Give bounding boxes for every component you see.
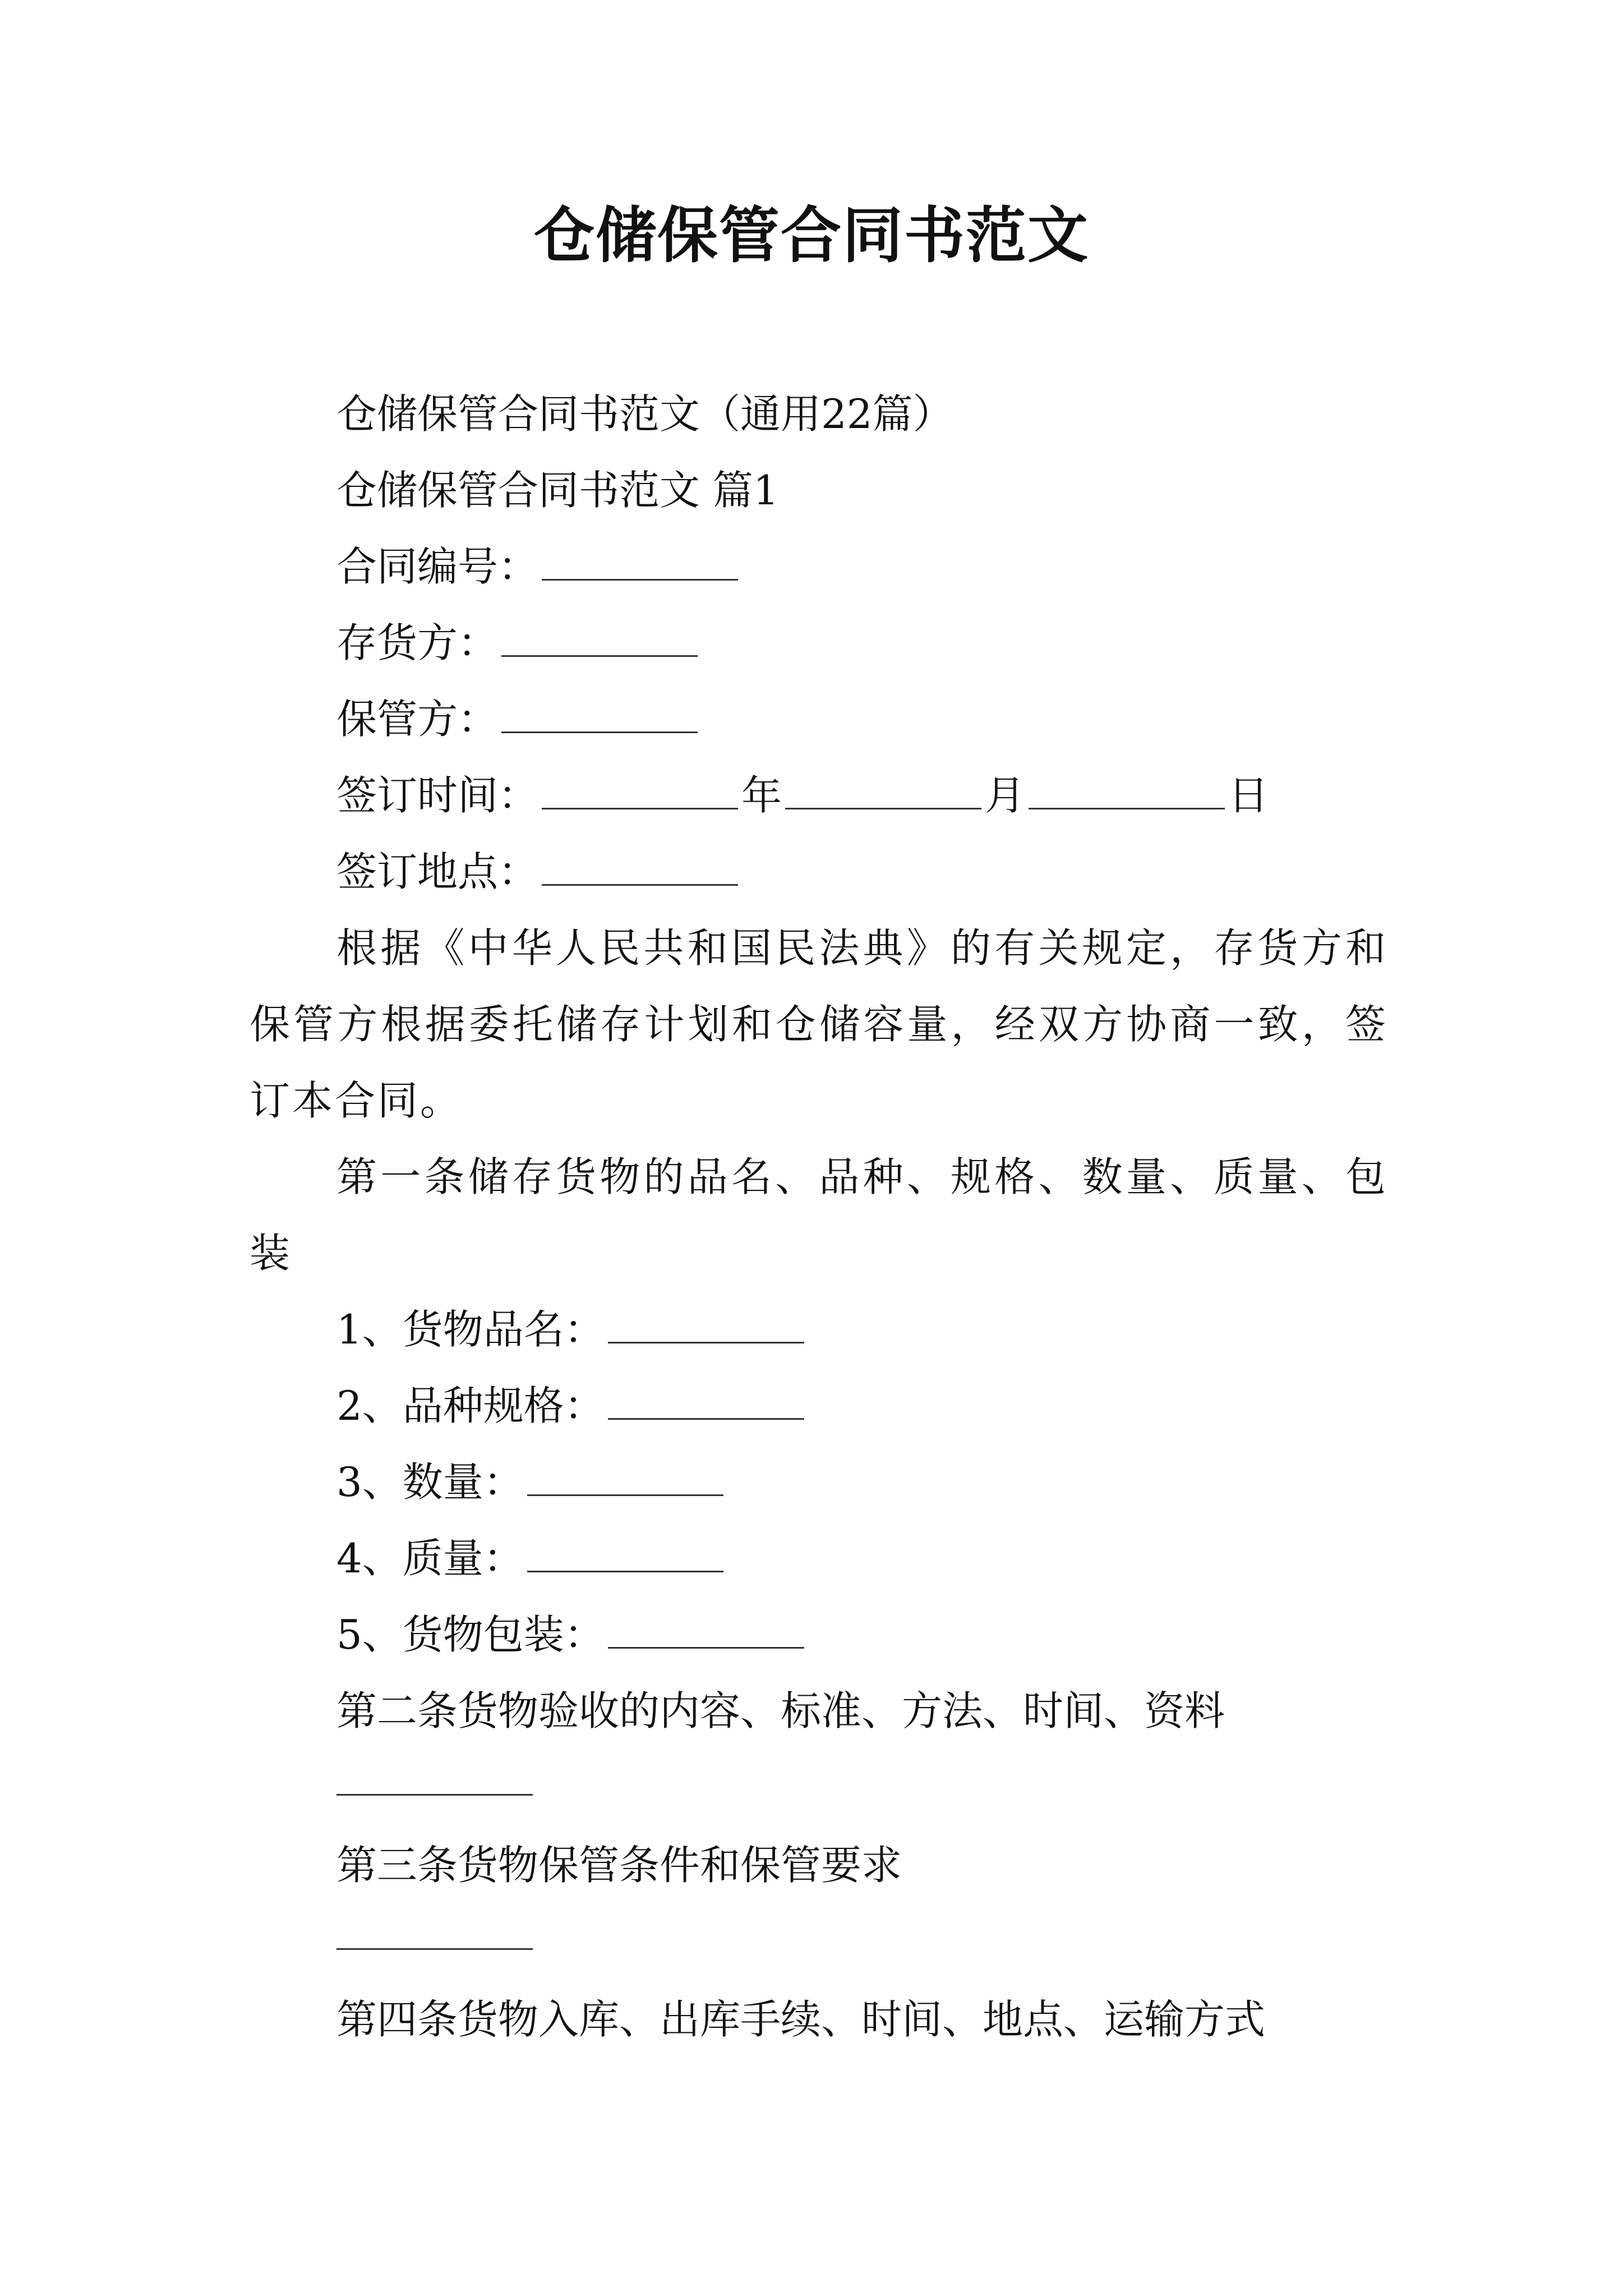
depositor-blank bbox=[501, 616, 698, 657]
article-3-heading: 第三条货物保管条件和保管要求 bbox=[336, 1842, 902, 1889]
day-blank bbox=[1029, 769, 1225, 809]
article-2-blank bbox=[336, 1749, 533, 1796]
depositor-label: 存货方： bbox=[336, 619, 499, 666]
article-1-heading: 第一条储存货物的品名、品种、规格、数量、质量、包装 bbox=[250, 1153, 1388, 1277]
intro-paragraph: 根据《中华人民共和国民法典》的有关规定，存货方和保管方根据委托储存计划和仓储容量，经双方协商一致，签订本合同。 bbox=[250, 924, 1388, 1124]
item-label: 4、质量： bbox=[336, 1535, 524, 1582]
item-blank bbox=[608, 1303, 804, 1343]
contract-number-label: 合同编号： bbox=[336, 543, 539, 590]
item-label: 1、货物品名： bbox=[336, 1306, 605, 1353]
section-heading: 仓储保管合同书范文 篇1 bbox=[336, 467, 779, 514]
depositor-row bbox=[250, 605, 1388, 681]
item-blank bbox=[527, 1531, 723, 1572]
custodian-blank bbox=[501, 692, 698, 733]
sign-place-row bbox=[250, 834, 1388, 910]
sign-time-row bbox=[250, 757, 1388, 834]
year-label: 年 bbox=[741, 772, 782, 819]
custodian-label: 保管方： bbox=[336, 696, 499, 743]
document-body bbox=[250, 376, 1388, 2058]
article-1-item-2 bbox=[250, 1368, 1388, 1444]
year-blank bbox=[542, 769, 738, 809]
article-1-item-1 bbox=[250, 1291, 1388, 1368]
sign-place-label: 签订地点： bbox=[336, 848, 539, 895]
day-label: 日 bbox=[1228, 772, 1269, 819]
month-blank bbox=[785, 769, 981, 809]
contract-number-blank bbox=[542, 540, 738, 581]
item-label: 2、品种规格： bbox=[336, 1382, 605, 1429]
item-blank bbox=[608, 1379, 804, 1420]
article-2-heading: 第二条货物验收的内容、标准、方法、时间、资料 bbox=[336, 1687, 1225, 1734]
sign-time-label: 签订时间： bbox=[336, 772, 539, 819]
document-subtitle: 仓储保管合同书范文（通用22篇） bbox=[336, 390, 953, 438]
document-title: 仓储保管合同书范文 bbox=[533, 200, 1089, 271]
month-label: 月 bbox=[985, 772, 1026, 819]
article-4-heading: 第四条货物入库、出库手续、时间、地点、运输方式 bbox=[336, 1996, 1266, 2043]
article-1-item-3 bbox=[250, 1444, 1388, 1520]
contract-number-row bbox=[250, 528, 1388, 605]
item-label: 3、数量： bbox=[336, 1458, 524, 1506]
article-1-item-5 bbox=[250, 1596, 1388, 1673]
article-1-item-4 bbox=[250, 1520, 1388, 1596]
sign-place-blank bbox=[542, 845, 738, 886]
article-3-blank bbox=[336, 1903, 533, 1950]
item-label: 5、货物包装： bbox=[336, 1611, 605, 1658]
item-blank bbox=[527, 1455, 723, 1496]
custodian-row bbox=[250, 681, 1388, 757]
item-blank bbox=[608, 1608, 804, 1649]
